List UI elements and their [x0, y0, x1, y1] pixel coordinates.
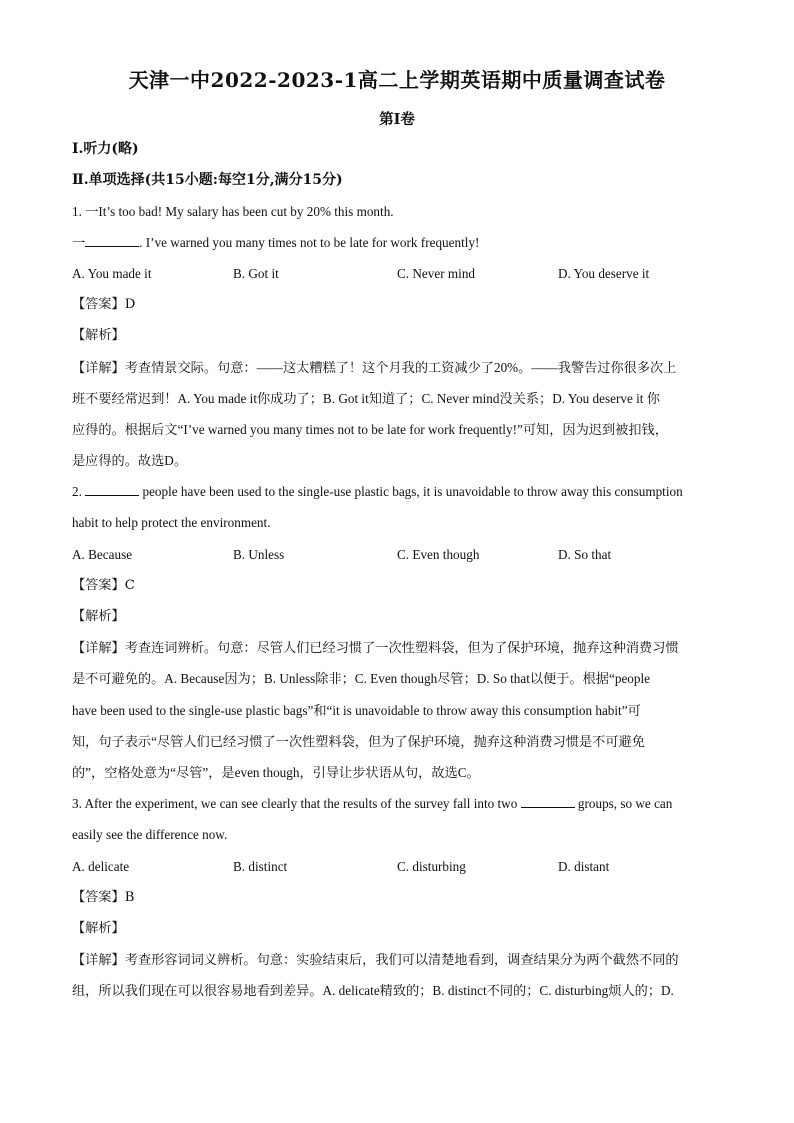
- section-single-choice: Ⅱ.单项选择(共15小题:每空1分,满分15分): [72, 172, 343, 188]
- q3-option-d: D. distant: [558, 859, 610, 874]
- q3-blank: [521, 795, 575, 808]
- q2-option-c: C. Even though: [397, 547, 480, 562]
- q1-detail-line1: [72, 359, 722, 377]
- q2-stem-line2: habit to help protect the environment.: [72, 515, 271, 530]
- q3-analysis-label: 【解析】: [72, 921, 125, 936]
- q3-detail-text1: 考查形容词词义辨析。句意：实验结束后，我们可以清楚地看到，调查结果分为两个截然不同的: [124, 952, 679, 967]
- answer-label: 【答案】: [72, 297, 125, 312]
- q1-stem-suffix: . I’ve warned you many times not to be late for work frequently!: [139, 235, 480, 250]
- q1-detail-text1: 考查情景交际。句意：——这太糟糕了！这个月我的工资减少了20%。——我警告过你很多次上: [124, 360, 677, 375]
- q3-stem-line2: easily see the difference now.: [72, 827, 228, 842]
- q1-option-a: A. You made it: [72, 266, 152, 281]
- q2-stem-suffix: people have been used to the single-use plastic bags, it is unavoidable to throw away this consumption: [139, 484, 683, 499]
- q2-stem-line1: [72, 483, 722, 501]
- q3-option-a: A. delicate: [72, 859, 130, 874]
- q2-answer: [72, 577, 722, 595]
- q2-analysis-label: 【解析】: [72, 609, 125, 624]
- q1-detail-line2: 班不要经常迟到！A. You made it你成功了；B. Got it知道了；C. Never mind没关系；D. You deserve it 你: [72, 391, 660, 406]
- q3-answer-value: B: [124, 890, 135, 905]
- q1-answer-value: D: [124, 297, 136, 312]
- q1-stem-prefix: 一: [72, 235, 86, 250]
- answer-label: 【答案】: [72, 890, 125, 905]
- q3-stem-suffix: groups, so we can: [574, 796, 673, 811]
- q3-answer: [72, 889, 722, 907]
- q1-stem-line1: 1. 一It’s too bad! My salary has been cut by 20% this month.: [72, 204, 394, 219]
- volume-label: 第I卷: [379, 111, 415, 128]
- q1-option-c: C. Never mind: [397, 266, 476, 281]
- q1-analysis-label: 【解析】: [72, 328, 125, 343]
- q2-detail-line3: have been used to the single-use plastic bags”和“it is unavoidable to throw away this consumption habit”可: [72, 703, 641, 718]
- q3-detail-line2: 组，所以我们现在可以很容易地看到差异。A. delicate精致的；B. distinct不同的；C. disturbing烦人的；D.: [72, 983, 674, 998]
- q3-option-b: B. distinct: [233, 859, 288, 874]
- q3-options: [72, 858, 722, 876]
- q2-answer-value: C: [124, 578, 135, 593]
- q1-option-b: B. Got it: [233, 266, 279, 281]
- q2-stem-prefix: 2.: [72, 484, 86, 499]
- q3-stem-line1: [72, 795, 722, 813]
- q3-stem-prefix: 3. After the experiment, we can see clearly that the results of the survey fall into two: [72, 796, 521, 811]
- q2-options: [72, 546, 722, 564]
- q2-option-b: B. Unless: [233, 547, 285, 562]
- q2-detail-line4: 知，句子表示“尽管人们已经习惯了一次性塑料袋，但为了保护环境，抛弃这种消费习惯是不可避免: [72, 734, 645, 749]
- answer-label: 【答案】: [72, 578, 125, 593]
- q2-detail-text1: 考查连词辨析。句意：尽管人们已经习惯了一次性塑料袋，但为了保护环境，抛弃这种消费习惯: [124, 640, 679, 655]
- q1-options: [72, 265, 722, 283]
- q2-detail-line5: 的”，空格处意为“尽管”，是even though，引导让步状语从句，故选C。: [72, 765, 480, 780]
- exam-title: 天津一中2022-2023-1高二上学期英语期中质量调查试卷: [128, 68, 666, 92]
- q1-detail-line3: 应得的。根据后文“I’ve warned you many times not to be late for work frequently!”可知，因为迟到被扣钱，: [72, 422, 668, 437]
- q1-answer: [72, 296, 722, 314]
- detail-label: 【详解】: [72, 952, 125, 967]
- q2-option-a: A. Because: [72, 547, 133, 562]
- q2-blank: [85, 483, 139, 496]
- q3-detail-line1: [72, 951, 722, 969]
- detail-label: 【详解】: [72, 360, 125, 375]
- q1-stem-line2: [72, 234, 722, 252]
- q2-detail-line1: [72, 639, 722, 657]
- detail-label: 【详解】: [72, 640, 125, 655]
- q3-option-c: C. disturbing: [397, 859, 466, 874]
- q2-detail-line2: 是不可避免的。A. Because因为；B. Unless除非；C. Even though尽管；D. So that以便于。根据“people: [72, 671, 651, 686]
- q1-detail-line4: 是应得的。故选D。: [72, 453, 188, 468]
- q2-option-d: D. So that: [558, 547, 612, 562]
- q1-option-d: D. You deserve it: [558, 266, 650, 281]
- q1-blank: [85, 234, 139, 247]
- section-listening: Ⅰ.听力(略): [72, 141, 139, 157]
